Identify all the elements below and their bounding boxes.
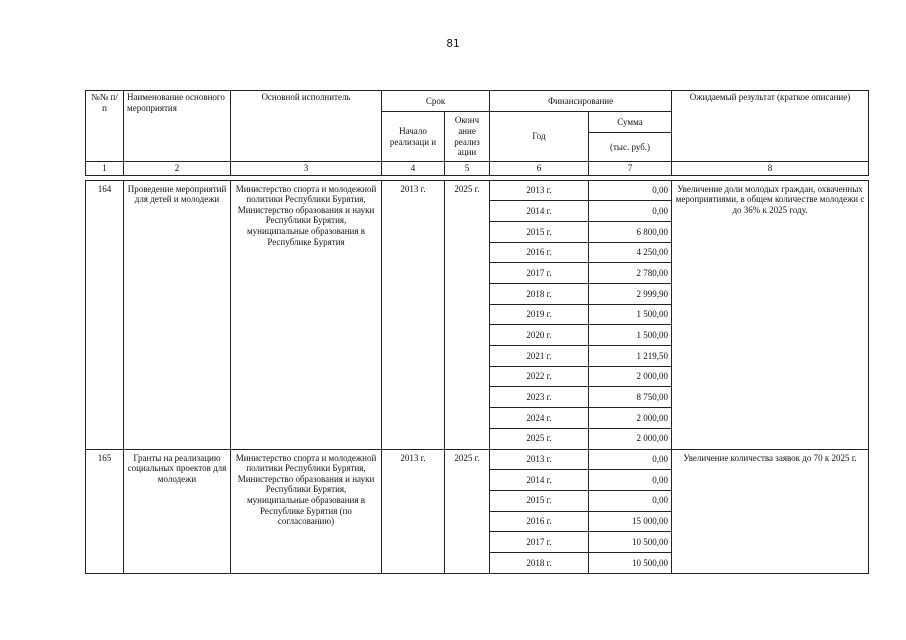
financing-sum: 10 500,00 — [589, 552, 672, 573]
col-number: 1 — [86, 162, 124, 176]
activity-name: Проведение мероприятий для детей и молодежи — [124, 180, 231, 449]
end-year: 2025 г. — [445, 449, 490, 573]
financing-sum: 0,00 — [589, 490, 672, 511]
financing-year: 2018 г. — [490, 552, 589, 573]
financing-sum: 10 500,00 — [589, 532, 672, 553]
financing-year: 2015 г. — [490, 221, 589, 242]
financing-sum: 1 500,00 — [589, 325, 672, 346]
financing-sum: 2 000,00 — [589, 366, 672, 387]
financing-sum: 15 000,00 — [589, 511, 672, 532]
col-number: 6 — [490, 162, 589, 176]
table-row — [86, 180, 869, 201]
start-year: 2013 г. — [382, 180, 445, 449]
financing-year: 2016 г. — [490, 242, 589, 263]
financing-sum: 2 000,00 — [589, 428, 672, 449]
header-executor: Основной исполнитель — [231, 91, 382, 162]
financing-sum: 0,00 — [589, 449, 672, 470]
financing-sum: 0,00 — [589, 201, 672, 222]
header-start: Начало реализаци и — [382, 112, 445, 162]
financing-year: 2019 г. — [490, 304, 589, 325]
financing-sum: 8 750,00 — [589, 387, 672, 408]
financing-year: 2023 г. — [490, 387, 589, 408]
activities-table — [85, 90, 869, 574]
financing-year: 2022 г. — [490, 366, 589, 387]
financing-year: 2016 г. — [490, 511, 589, 532]
col-number: 4 — [382, 162, 445, 176]
header-sum: Сумма — [589, 112, 672, 133]
financing-year: 2015 г. — [490, 490, 589, 511]
financing-year: 2025 г. — [490, 428, 589, 449]
financing-sum: 4 250,00 — [589, 242, 672, 263]
financing-year: 2014 г. — [490, 470, 589, 491]
financing-year: 2013 г. — [490, 449, 589, 470]
financing-sum: 1 219,50 — [589, 346, 672, 367]
main-executor: Министерство спорта и молодежной политики Республики Бурятия, Министерство образования и науки Республики Бурятия, муниципальные образования в Республике Бурятия — [231, 180, 382, 449]
col-number: 3 — [231, 162, 382, 176]
financing-year: 2017 г. — [490, 532, 589, 553]
financing-year: 2018 г. — [490, 284, 589, 305]
row-id: 164 — [86, 180, 124, 449]
header-year: Год — [490, 112, 589, 162]
page-number: 81 — [446, 38, 460, 50]
col-number: 7 — [589, 162, 672, 176]
activity-name: Гранты на реализацию социальных проектов для молодежи — [124, 449, 231, 573]
financing-sum: 1 500,00 — [589, 304, 672, 325]
header-financing: Финансирование — [490, 91, 672, 112]
end-year: 2025 г. — [445, 180, 490, 449]
financing-year: 2017 г. — [490, 263, 589, 284]
column-numbers-row — [86, 162, 869, 176]
header-num: №№ п/п — [86, 91, 124, 162]
header-term: Срок — [382, 91, 490, 112]
header-sum-unit: (тыс. руб.) — [589, 133, 672, 162]
table-row — [86, 449, 869, 470]
header-result: Ожидаемый результат (краткое описание) — [672, 91, 869, 162]
header-name: Наименование основного мероприятия — [124, 91, 231, 162]
header-end: Оконч ание реализ ации — [445, 112, 490, 162]
financing-sum: 6 800,00 — [589, 221, 672, 242]
col-number: 2 — [124, 162, 231, 176]
expected-result: Увеличение количества заявок до 70 к 2025 г. — [672, 449, 869, 573]
main-executor: Министерство спорта и молодежной политики Республики Бурятия, Министерство образования и науки Республики Бурятия, муниципальные образования в Республике Бурятия (по согласованию) — [231, 449, 382, 573]
financing-sum: 2 780,00 — [589, 263, 672, 284]
financing-sum: 2 000,00 — [589, 408, 672, 429]
financing-year: 2021 г. — [490, 346, 589, 367]
row-id: 165 — [86, 449, 124, 573]
financing-sum: 2 999,90 — [589, 284, 672, 305]
expected-result: Увеличение доли молодых граждан, охваченных мероприятиями, в общем количестве молодежи с до 36% к 2025 году. — [672, 180, 869, 449]
start-year: 2013 г. — [382, 449, 445, 573]
financing-sum: 0,00 — [589, 180, 672, 201]
financing-year: 2014 г. — [490, 201, 589, 222]
financing-year: 2020 г. — [490, 325, 589, 346]
financing-year: 2024 г. — [490, 408, 589, 429]
financing-year: 2013 г. — [490, 180, 589, 201]
col-number: 5 — [445, 162, 490, 176]
financing-sum: 0,00 — [589, 470, 672, 491]
col-number: 8 — [672, 162, 869, 176]
